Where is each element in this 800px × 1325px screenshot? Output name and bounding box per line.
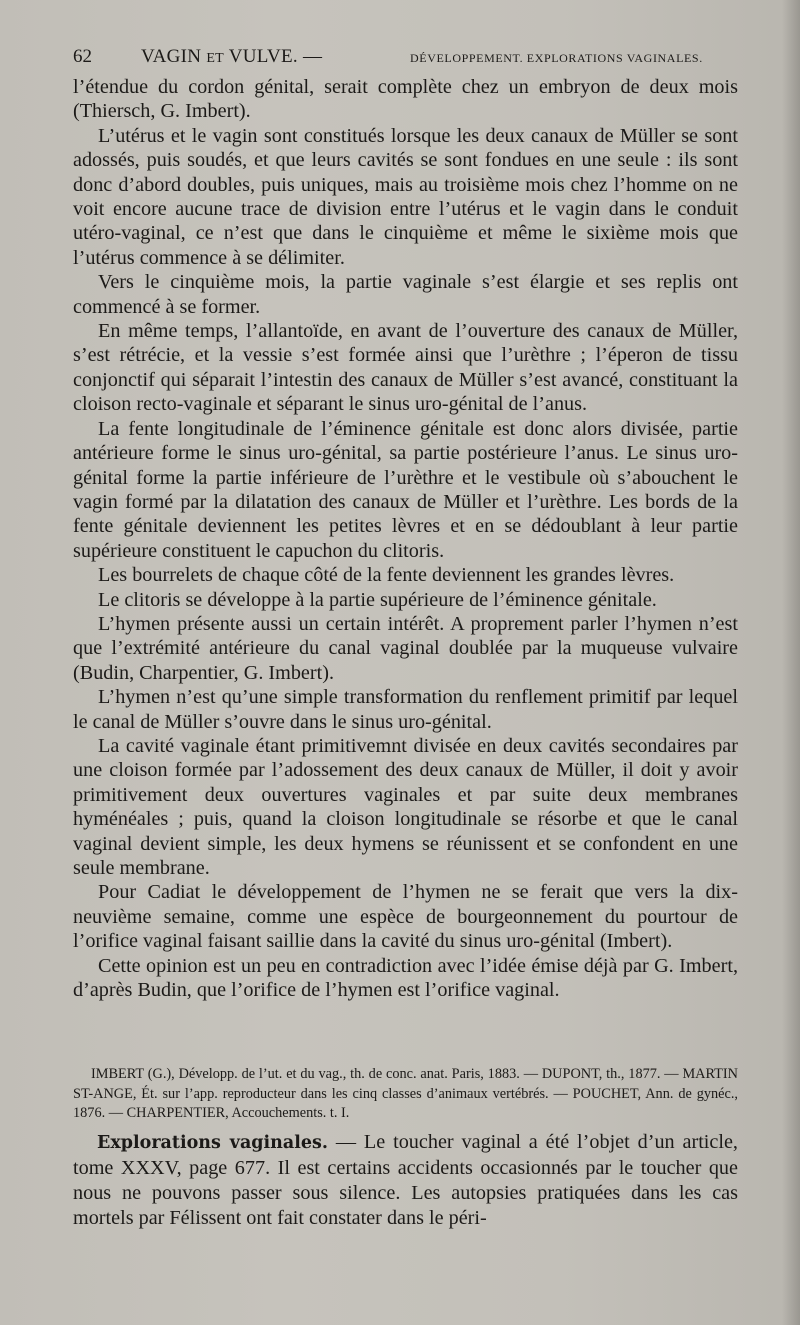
- paragraph: L’hymen présente aussi un certain intérêt. A proprement parler l’hymen n’est que l’extrémité antérieure du canal vaginal doublée par la muqueuse vulvaire (Budin, Charpentier, G. Imbert).: [73, 612, 738, 684]
- running-title-part2: VULVE. —: [224, 46, 323, 67]
- paragraph: L’utérus et le vagin sont constitués lorsque les deux canaux de Müller se sont adossés, puis soudés, et que leurs cavités se sont fondues en une seule : ils sont donc d’abord doubles, puis uniques, mais au troisième mois chez l’homme on ne voit encore aucune trace de division entre l’utérus et le vagin dans le conduit utéro-vaginal, ce n’est que dans le cinquième et même le sixième mois que l’utérus commence à se délimiter.: [73, 124, 738, 269]
- running-subtitle: DÉVELOPPEMENT. EXPLORATIONS VAGINALES.: [410, 51, 703, 65]
- paragraph: Les bourrelets de chaque côté de la fente deviennent les grandes lèvres.: [98, 564, 675, 587]
- bibliography-references: IMBERT (G.), Développ. de l’ut. et du vag., th. de conc. anat. Paris, 1883. — DUPONT, th., 1877. — MARTIN ST-ANGE, Ét. sur l’app. reproducteur dans les cinq classes d’animaux vertébrés. — POUCHET, Ann. de gynéc., 1876. — CHARPENTIER, Accouchements. t. I.: [73, 1066, 738, 1121]
- paragraph: Pour Cadiat le développement de l’hymen ne se ferait que vers la dix-neuvième semaine, comme une espèce de bourgeonnement du pourtour de l’orifice vaginal faisant saillie dans la cavité du sinus uro-génital (Imbert).: [73, 881, 738, 953]
- page-header: [73, 44, 733, 72]
- paragraph: l’étendue du cordon génital, serait complète chez un embryon de deux mois (Thiersch, G. Imbert).: [73, 76, 738, 123]
- page-edge-shadow: [782, 0, 800, 1325]
- paragraph: Vers le cinquième mois, la partie vaginale s’est élargie et ses replis ont commencé à se former.: [73, 271, 738, 318]
- running-title-part1: VAGIN: [141, 46, 207, 67]
- section-title: Explorations vaginales.: [97, 1133, 328, 1153]
- paragraph: Le clitoris se développe à la partie supérieure de l’éminence génitale.: [98, 588, 657, 611]
- running-title: [141, 46, 322, 68]
- body-text: [73, 75, 738, 1002]
- paragraph: L’hymen n’est qu’une simple transformation du renflement primitif par lequel le canal de Müller s’ouvre dans le sinus uro-génital.: [73, 686, 738, 733]
- section-explorations: [73, 1130, 738, 1231]
- paragraph: En même temps, l’allantoïde, en avant de l’ouverture des canaux de Müller, s’est rétrécie, et la vessie s’est formée ainsi que l’urèthre ; l’éperon de tissu conjonctif qui séparait l’intestin des canaux de Müller s’est avancé, constituant la cloison recto-vaginale et séparant le sinus uro-génital de l’anus.: [73, 320, 738, 416]
- section-text: — Le toucher vaginal a été l’objet d’un article, tome XXXV, page 677. Il est certains accidents occasionnés par le toucher que nous ne pouvons passer sous silence. Les autopsies pratiquées dans les cas mortels par Félissent ont fait constater dans le péri-: [73, 1131, 738, 1229]
- page-number: 62: [73, 46, 92, 67]
- running-title-small: ET: [206, 51, 225, 66]
- paragraph: La cavité vaginale étant primitivemnt divisée en deux cavités secondaires par une cloison formée par l’adossement des deux canaux de Müller, il doit y avoir primitivement deux ouvertures vaginales et par suite deux membranes hyménéales ; puis, quand la cloison longitudinale se résorbe et que le canal vaginal devient simple, les deux hymens se réunissent et se confondent en une seule membrane.: [73, 734, 738, 879]
- paragraph: Cette opinion est un peu en contradiction avec l’idée émise déjà par G. Imbert, d’après Budin, que l’orifice de l’hymen est l’orifice vaginal.: [73, 954, 738, 1002]
- paragraph: La fente longitudinale de l’éminence génitale est donc alors divisée, partie antérieure forme le sinus uro-génital, sa partie postérieure l’anus. Le sinus uro-génital forme la partie inférieure de l’urèthre et le vestibule où s’abouchent le vagin formé par la dilatation des canaux de Müller et l’urèthre. Les bords de la fente génitale deviennent les petites lèvres et en se dédoublant à leur partie supérieure constituent le capuchon du clitoris.: [73, 417, 738, 562]
